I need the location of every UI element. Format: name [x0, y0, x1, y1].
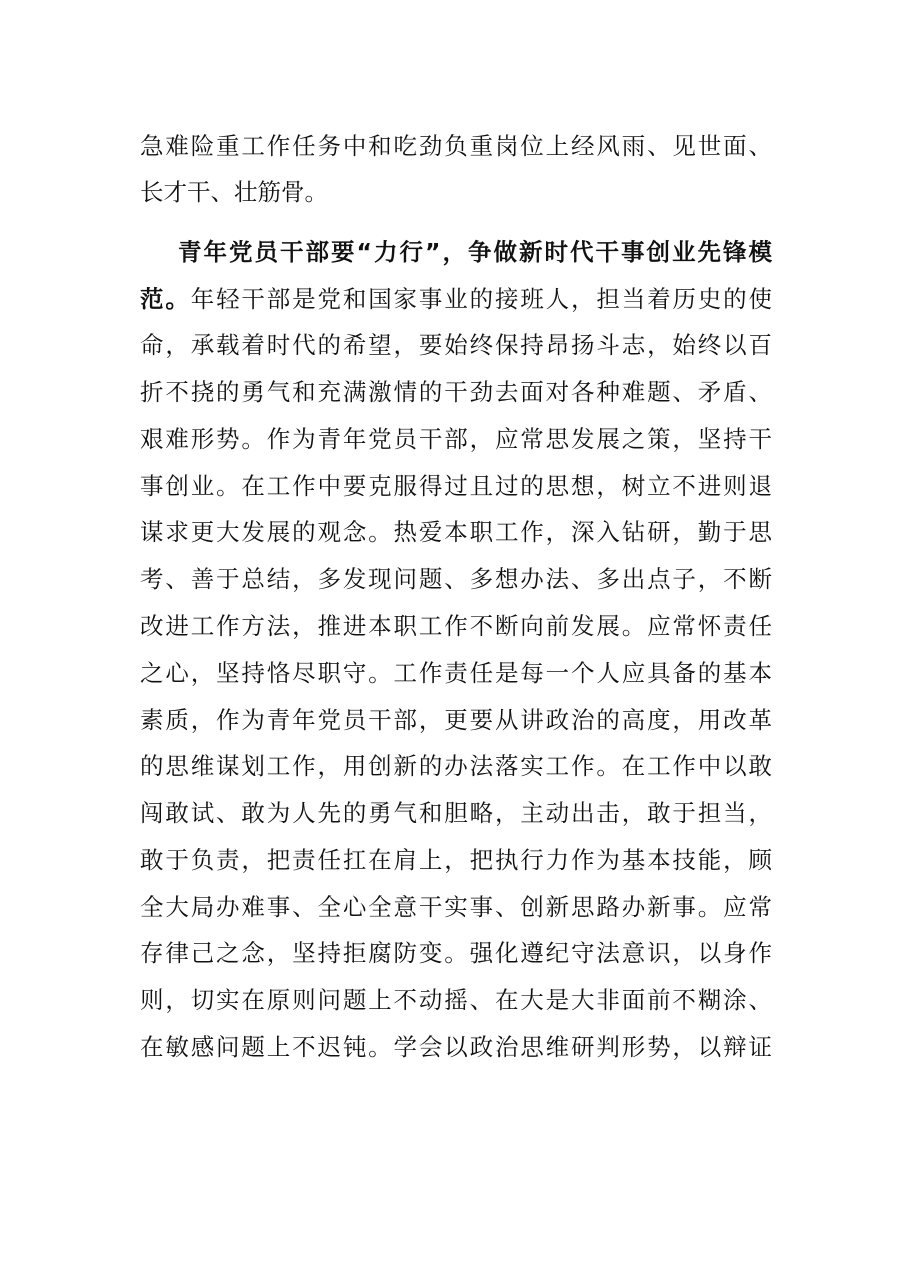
paragraph-1-line-1: 急难险重工作任务中和吃劲负重岗位上经风雨、见世面、 [140, 132, 772, 160]
paragraph-2-line: 考、善于总结，多发现问题、多想办法、多出点子，不断 [140, 565, 772, 593]
body-text: 年轻干部是党和国家事业的接班人，担当着历史的使 [190, 285, 773, 313]
paragraph-2-line: 事创业。在工作中要克服得过且过的思想，树立不进则退 [140, 472, 772, 500]
paragraph-2-line: 的思维谋划工作，用创新的办法落实工作。在工作中以敢 [140, 752, 772, 780]
paragraph-2-line: 素质，作为青年党员干部，更要从讲政治的高度，用改革 [140, 706, 772, 734]
paragraph-2-line: 艰难形势。作为青年党员干部，应常思发展之策，坚持干 [140, 425, 772, 453]
paragraph-2-line: 存律己之念，坚持拒腐防变。强化遵纪守法意识，以身作 [140, 939, 772, 967]
paragraph-2-heading: 青年党员干部要“力行”，争做新时代干事创业先锋模 [178, 238, 772, 266]
paragraph-2-line: 命，承载着时代的希望，要始终保持昂扬斗志，始终以百 [140, 331, 772, 359]
paragraph-2-line: 谋求更大发展的观念。热爱本职工作，深入钻研，勤于思 [140, 518, 772, 546]
paragraph-2-line: 全大局办难事、全心全意干实事、创新思路办新事。应常 [140, 893, 772, 921]
heading-continuation: 范。 [140, 285, 191, 313]
paragraph-2-line: 敢于负责，把责任扛在肩上，把执行力作为基本技能，顾 [140, 846, 772, 874]
paragraph-2-line: 则，切实在原则问题上不动摇、在大是大非面前不糊涂、 [140, 986, 772, 1014]
paragraph-2-line: 在敏感问题上不迟钝。学会以政治思维研判形势，以辩证 [140, 1033, 772, 1061]
paragraph-2-line-2 [140, 279, 772, 319]
paragraph-2-line: 之心，坚持恪尽职守。工作责任是每一个人应具备的基本 [140, 659, 772, 687]
paragraph-1-line-2: 长才干、壮筋骨。 [140, 178, 328, 206]
paragraph-2-line: 闯敢试、敢为人先的勇气和胆略，主动出击，敢于担当， [140, 799, 772, 827]
paragraph-2-line: 改进工作方法，推进本职工作不断向前发展。应常怀责任 [140, 612, 772, 640]
paragraph-2-line: 折不挠的勇气和充满激情的干劲去面对各种难题、矛盾、 [140, 378, 772, 406]
